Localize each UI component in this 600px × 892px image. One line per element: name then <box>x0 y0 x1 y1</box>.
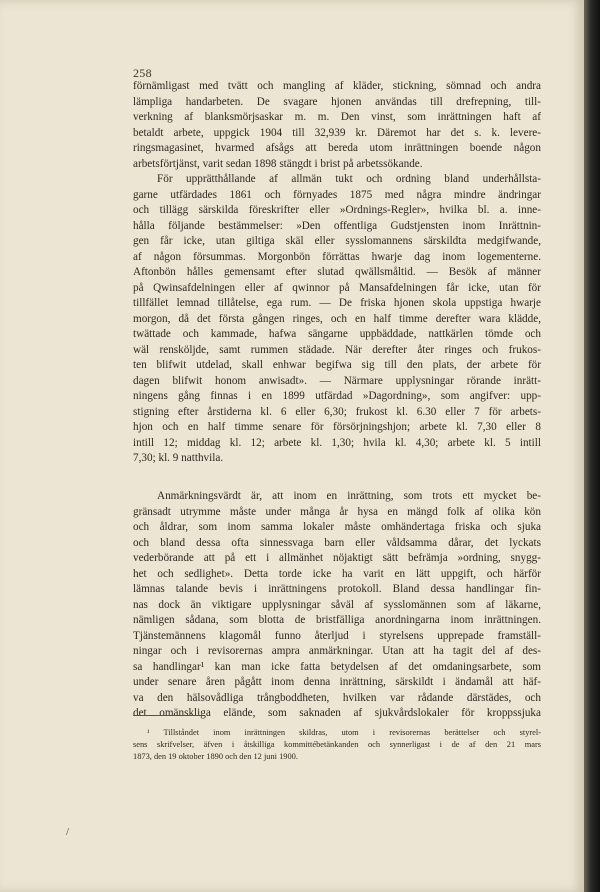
text-line: ten blifwit utdelad, skall enhwar begifwa sig till den plats, der arbete för <box>133 359 541 371</box>
text-line: betaldt arbete, uppgick 1904 till 32,939 kr. Däremot har det s. k. levere- <box>133 126 541 139</box>
footnote-line: sens skrifvelser, äfven i åtskilliga kommittébetänkanden och synnerligast i de af den 21 mars <box>133 740 541 750</box>
text-line: verkning af blanksmörjsaskar m. m. Den vinst, som inrättningen haft af <box>133 111 541 123</box>
footnote <box>133 727 541 764</box>
book-edge-shadow <box>584 0 600 892</box>
text-line: förnämligast med tvätt och mangling af kläder, stickning, sömnad och andra <box>133 80 541 92</box>
text-line: det omänskliga elände, som saknaden af sjukvårdslokaler för kroppssjuka <box>133 707 541 719</box>
text-line: intill 12; middag kl. 12; arbete kl. 1,30; hvila kl. 4,30; arbete kl. 5 intill <box>133 436 541 449</box>
text-line: dagen blifwit honom anwisadt». — Närmare upplysningar rörande inrätt- <box>133 374 541 387</box>
text-line: och bland dessa ofta sinnessvaga barn eller våldsamma dårar, det lyckats <box>133 536 541 549</box>
text-line: nämligen sådana, som blotta de bristfälliga anordningarna inom inrättningen. <box>133 614 541 626</box>
main-text-lower <box>133 489 541 722</box>
text-line: sa handlingar¹ kan man icke fatta betydelsen af det omdaningsarbete, som <box>133 660 541 673</box>
text-line: ningens gång finnas i en 1899 utfärdad »Dagordning», som angifver: upp- <box>133 390 541 402</box>
text-line: arbetsförtjänst, varit sedan 1898 stängdt i brist på arbetssökande. <box>133 157 423 170</box>
footnote-divider <box>133 715 201 716</box>
text-line: under senare åren pågått inom denna inrättning, särskildt i ändamål att häf- <box>133 676 541 688</box>
text-line: wäl rensköljde, samt rummen städade. När derefter åter ringes och frukos- <box>133 343 541 356</box>
text-line: på Qwinsafdelningen eller af qwinnor på Mansafdelningen får icke, utan för <box>133 281 541 294</box>
text-line: För upprätthållande af allmän tukt och ordning bland underhållsta- <box>157 173 541 185</box>
text-line: garne utfärdades 1861 och förnyades 1875 med några mindre ändringar <box>133 188 541 201</box>
text-line: ringsmagasinet, hvarmed afsågs att bereda utom inrättningen boende någon <box>133 142 541 154</box>
page-number: 258 <box>133 66 152 80</box>
text-line: och åldrar, som inom samma lokaler måste omhändertaga friska och sjuka <box>133 521 541 533</box>
text-line: hålla följande bestämmelser: »Den offentliga Gudstjensten inom Inrättnin- <box>133 219 541 232</box>
text-line: Anmärkningsvärdt är, att inom en inrättning, som trots ett mycket be- <box>157 490 541 502</box>
text-line: gränsadt utrymme måste under många år hysa en mängd folk af olika kön <box>133 505 541 518</box>
text-line: och tillägg särskilda föreskrifter eller »Ordnings-Regler», hvilka bl. a. inne- <box>133 204 541 216</box>
text-line: stigning efter årstiderna kl. 6 eller 6,30; frukost kl. 6.30 eller 7 för arbets- <box>133 405 541 418</box>
footnote-line: ¹ Tillståndet inom inrättningen skildras, utom i revisorernas berättelser och styrel- <box>147 728 541 737</box>
text-line: nas dock än viktigare upplysningar såväl af sysslomännen som af läkarne, <box>133 598 541 611</box>
stray-pen-mark: / <box>66 826 70 838</box>
text-line: Tjänstemännens klagomål funno återljud i styrelsens upprepade framställ- <box>133 629 541 642</box>
main-text-upper <box>133 79 541 467</box>
text-line: va den hälsovådliga trångboddheten, hvilken var rådande därstädes, och <box>133 691 541 704</box>
text-line: lämpliga handarbeten. De svagare hjonen användas till drefrepning, till- <box>133 95 541 108</box>
text-line: morgon, då det första gången ringes, och en half timme derefter wara klädde, <box>133 312 541 325</box>
text-line: Aftonbön hålles gemensamt efter slutad qwällsmåltid. — Besök af männer <box>133 266 541 278</box>
text-line: af någon försummas. Morgonbön förrättas hwarje dag inom logementerne. <box>133 250 541 263</box>
text-line: gen får icke, utan giltiga skäl eller sysslomannens särskildta medgifwande, <box>133 235 541 247</box>
footnote-line: 1873, den 19 oktober 1890 och den 12 juni 1900. <box>133 752 298 762</box>
text-line: hjon och en half timme senare för försörjningshjon; arbete kl. 7,30 eller 8 <box>133 421 541 433</box>
text-line: tillfället lemnad tillåtelse, ega rum. — De friska hjonen skola uppstiga hwarje <box>133 297 541 309</box>
text-line: twättade och kammade, hafwa sängarne uppbäddade, nattkärlen tömde och <box>133 328 541 340</box>
text-line: vederbörande att på ett i allmänhet nöjaktigt sätt befrämja »ordning, snygg- <box>133 552 541 564</box>
text-line: 7,30; kl. 9 natthvila. <box>133 452 224 464</box>
text-line: het och sedlighet». Detta torde icke ha varit en lätt uppgift, och härför <box>133 567 541 580</box>
text-line: lämnas talande bevis i inrättningens protokoll. Bland dessa handlingar fin- <box>133 583 541 595</box>
text-line: ningar och i revisorernas ampra anmärkningar. Utan att ha tagit del af des- <box>133 645 541 657</box>
